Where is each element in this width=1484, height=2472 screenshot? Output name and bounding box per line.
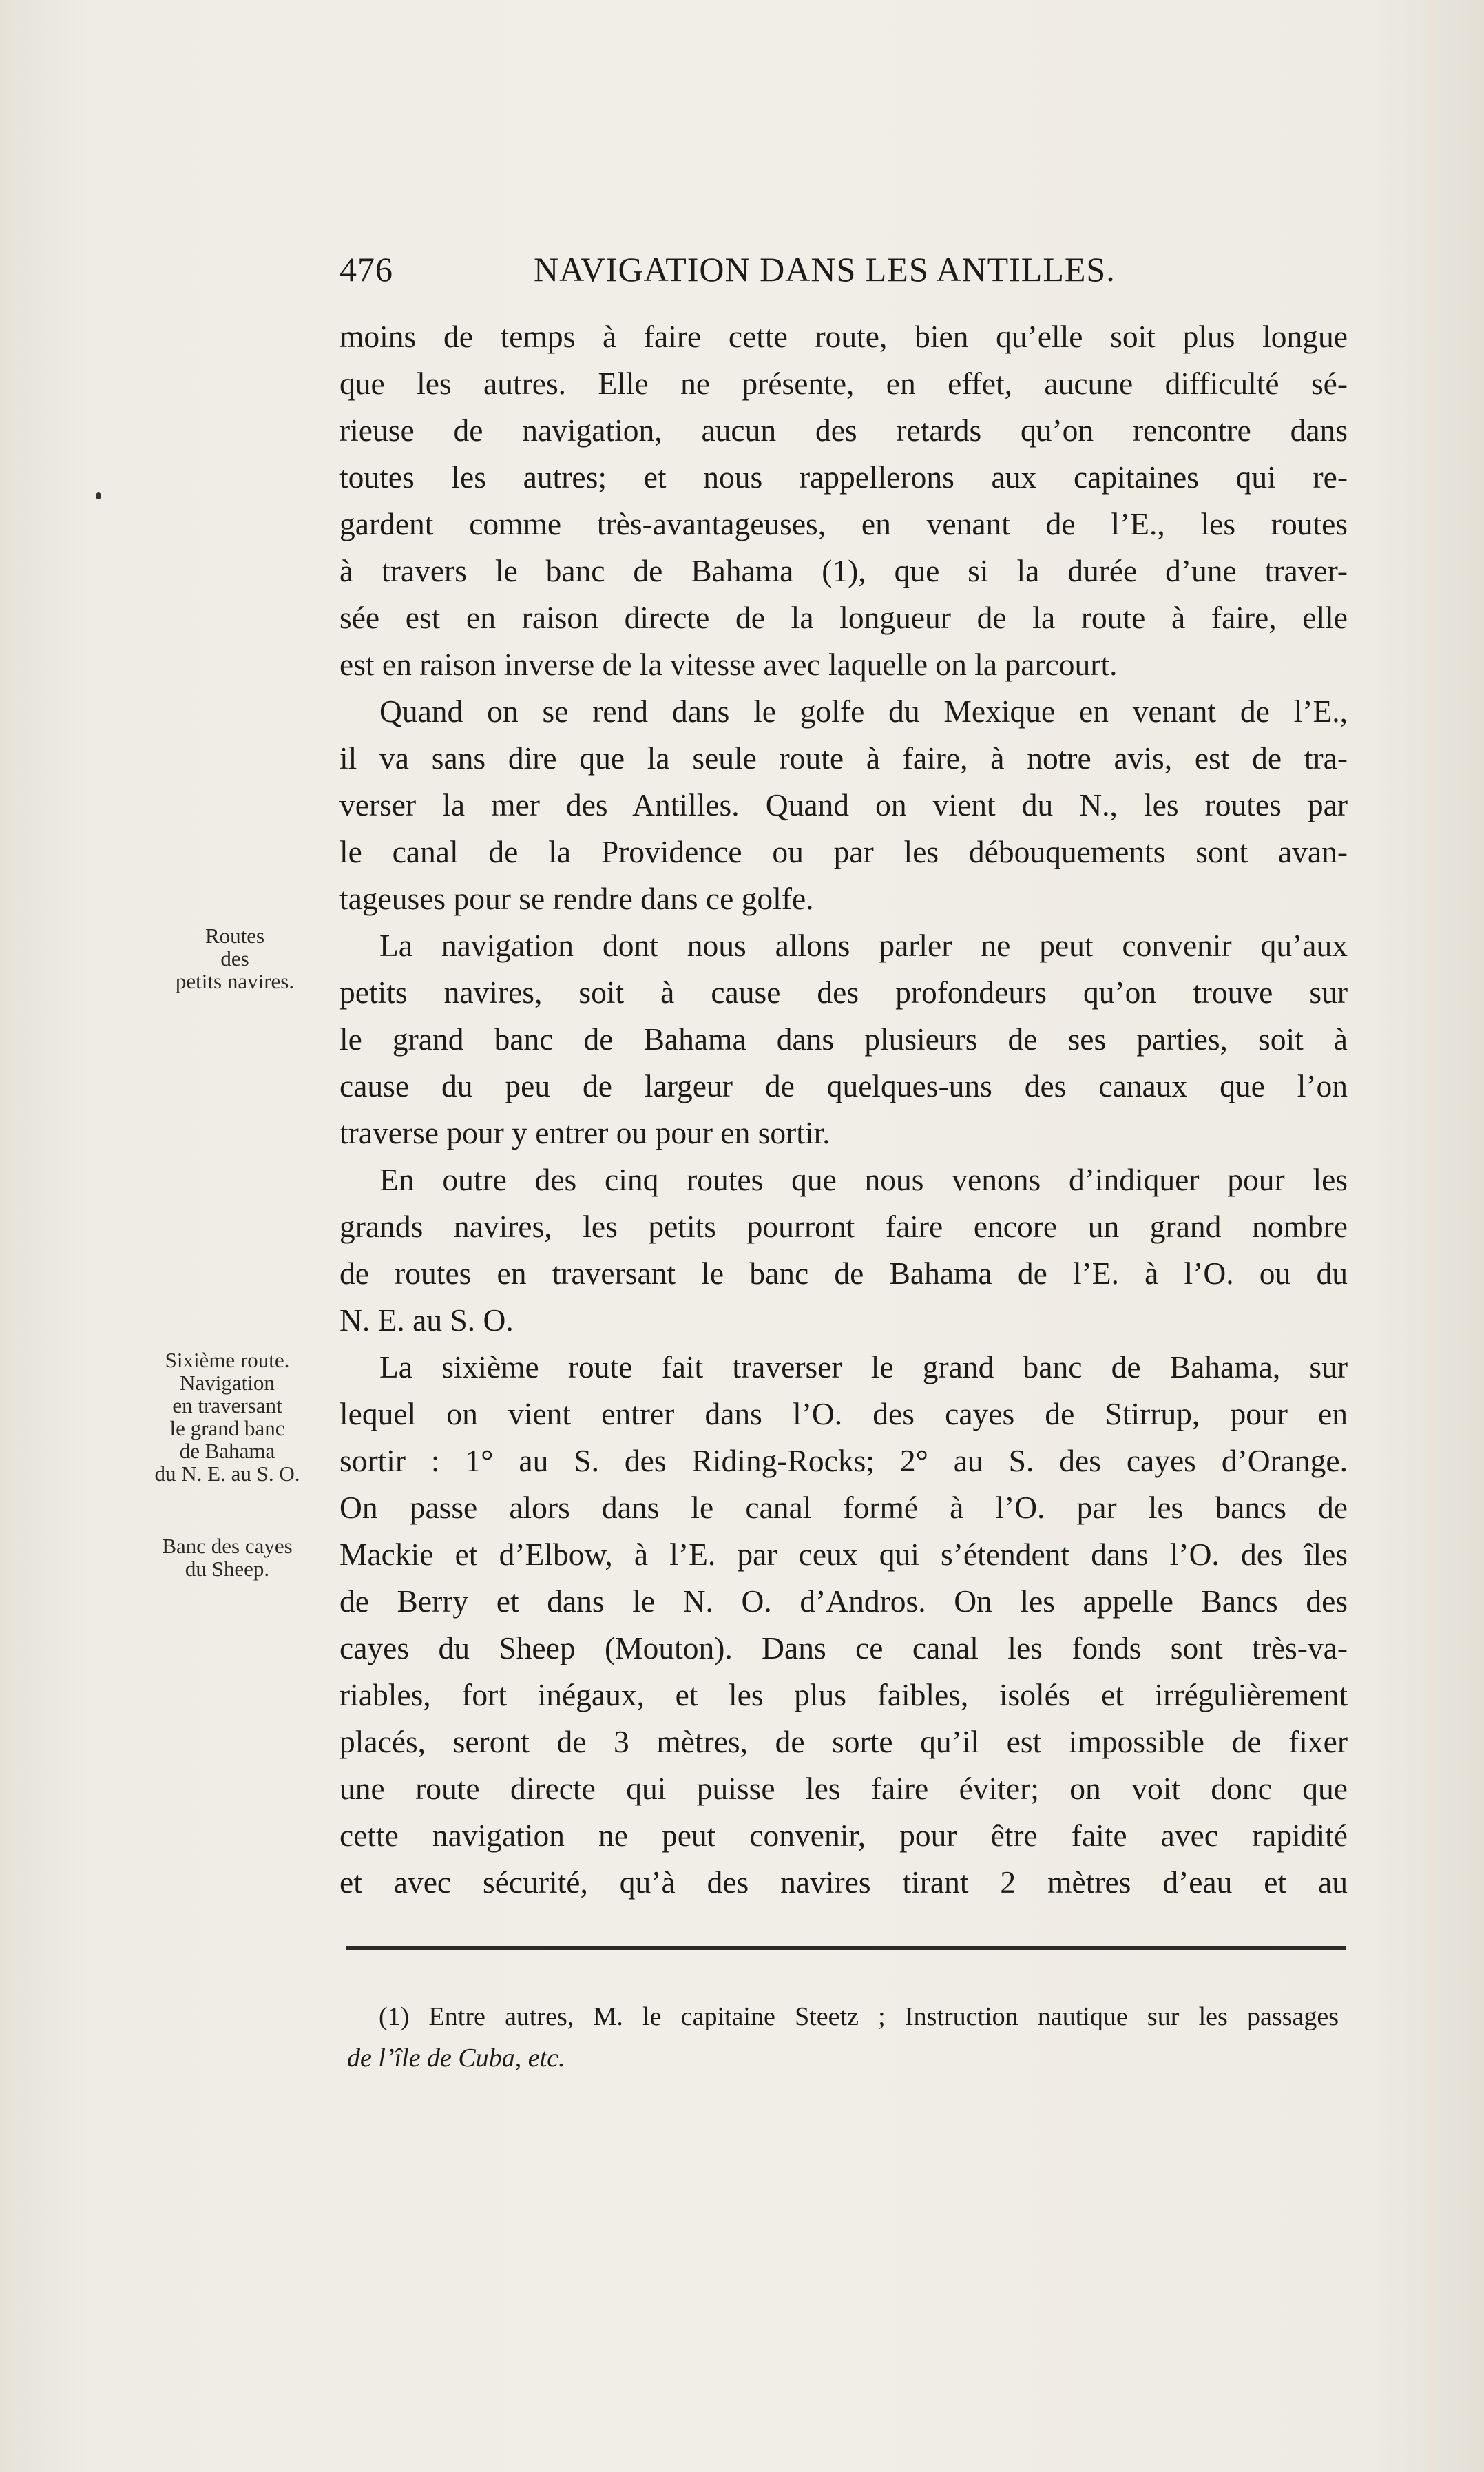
running-header [339,249,1362,304]
body-line: le canal de la Providence ou par les débouquements sont avan- [339,834,1348,869]
page-number: 476 [339,250,393,289]
body-line: le grand banc de Bahama dans plusieurs de ses parties, soit à [339,1021,1348,1057]
body-line: une route directe qui puisse les faire éviter; on voit donc que [339,1771,1348,1806]
margin-note-line: du N. E. au S. O. [154,1462,300,1486]
body-text [339,313,1348,1906]
body-line: et avec sécurité, qu’à des navires tirant 2 mètres d’eau et au [339,1865,1348,1900]
body-line: petits navires, soit à cause des profondeurs qu’on trouve sur [339,975,1348,1010]
margin-note-line: en traversant [172,1393,282,1417]
ink-speck [96,492,101,499]
body-line: toutes les autres; et nous rappellerons aux capitaines qui re- [339,459,1348,495]
footnote-rule [346,1946,1346,1950]
body-line: sortir : 1° au S. des Riding-Rocks; 2° au S. des cayes d’Orange. [339,1443,1348,1478]
margin-note-line: Navigation [180,1371,275,1395]
body-line: moins de temps à faire cette route, bien qu’elle soit plus longue [339,319,1348,354]
body-line: verser la mer des Antilles. Quand on vient du N., les routes par [339,787,1348,822]
body-line: cause du peu de largeur de quelques-uns des canaux que l’on [339,1068,1348,1103]
body-line: cette navigation ne peut convenir, pour être faite avec rapidité [339,1818,1348,1853]
body-line: En outre des cinq routes que nous venons d’indiquer pour les [379,1162,1348,1197]
body-line: Mackie et d’Elbow, à l’E. par ceux qui s’étendent dans l’O. des îles [339,1537,1348,1572]
body-line: cayes du Sheep (Mouton). Dans ce canal les fonds sont très-va- [339,1630,1348,1665]
body-line: il va sans dire que la seule route à faire, à notre avis, est de tra- [339,740,1348,776]
body-line: de Berry et dans le N. O. d’Andros. On les appelle Bancs des [339,1583,1348,1619]
margin-note-line: Routes [205,924,265,948]
margin-note-line: des [220,946,249,970]
body-line: lequel on vient entrer dans l’O. des cayes de Stirrup, pour en [339,1396,1348,1431]
body-line: On passe alors dans le canal formé à l’O. par les bancs de [339,1490,1348,1525]
margin-note-sixieme-route [124,1349,331,1485]
body-line: sée est en raison directe de la longueur de la route à faire, elle [339,600,1348,635]
body-line: de routes en traversant le banc de Bahama de l’E. à l’O. ou du [339,1256,1348,1291]
margin-note-line: Banc des cayes [162,1534,293,1558]
body-line: que les autres. Elle ne présente, en effet, aucune difficulté sé- [339,366,1348,401]
body-line: rieuse de navigation, aucun des retards qu’on rencontre dans [339,413,1348,448]
margin-note-routes-petits-navires [163,924,307,993]
running-title: NAVIGATION DANS LES ANTILLES. [534,250,1116,289]
body-line: La navigation dont nous allons parler ne peut convenir qu’aux [379,928,1348,963]
margin-note-line: du Sheep. [185,1557,270,1581]
margin-note-line: petits navires. [175,969,295,993]
body-line: placés, seront de 3 mètres, de sorte qu’il est impossible de fixer [339,1724,1348,1759]
body-line: traverse pour y entrer ou pour en sortir. [339,1115,830,1150]
body-line: N. E. au S. O. [339,1302,514,1338]
body-line: grands navires, les petits pourront faire encore un grand nombre [339,1209,1348,1244]
body-line: à travers le banc de Bahama (1), que si la durée d’une traver- [339,553,1348,588]
body-line: tageuses pour se rendre dans ce golfe. [339,881,814,916]
margin-note-line: de Bahama [179,1439,275,1463]
body-line: riables, fort inégaux, et les plus faibles, isolés et irrégulièrement [339,1677,1348,1712]
footnote-line: de l’île de Cuba, etc. [347,2044,565,2073]
margin-note-line: Sixième route. [165,1348,290,1372]
body-line: gardent comme très-avantageuses, en venant de l’E., les routes [339,506,1348,541]
margin-note-line: le grand banc [169,1416,285,1440]
body-line: est en raison inverse de la vitesse avec laquelle on la parcourt. [339,647,1118,682]
footnote [347,1996,1339,2079]
body-line: La sixième route fait traverser le grand banc de Bahama, sur [379,1349,1348,1384]
footnote-line: (1) Entre autres, M. le capitaine Steetz ; Instruction nautique sur les passages [379,2002,1339,2031]
body-line: Quand on se rend dans le golfe du Mexique en venant de l’E., [379,694,1348,729]
margin-note-banc-cayes-sheep [138,1535,317,1580]
